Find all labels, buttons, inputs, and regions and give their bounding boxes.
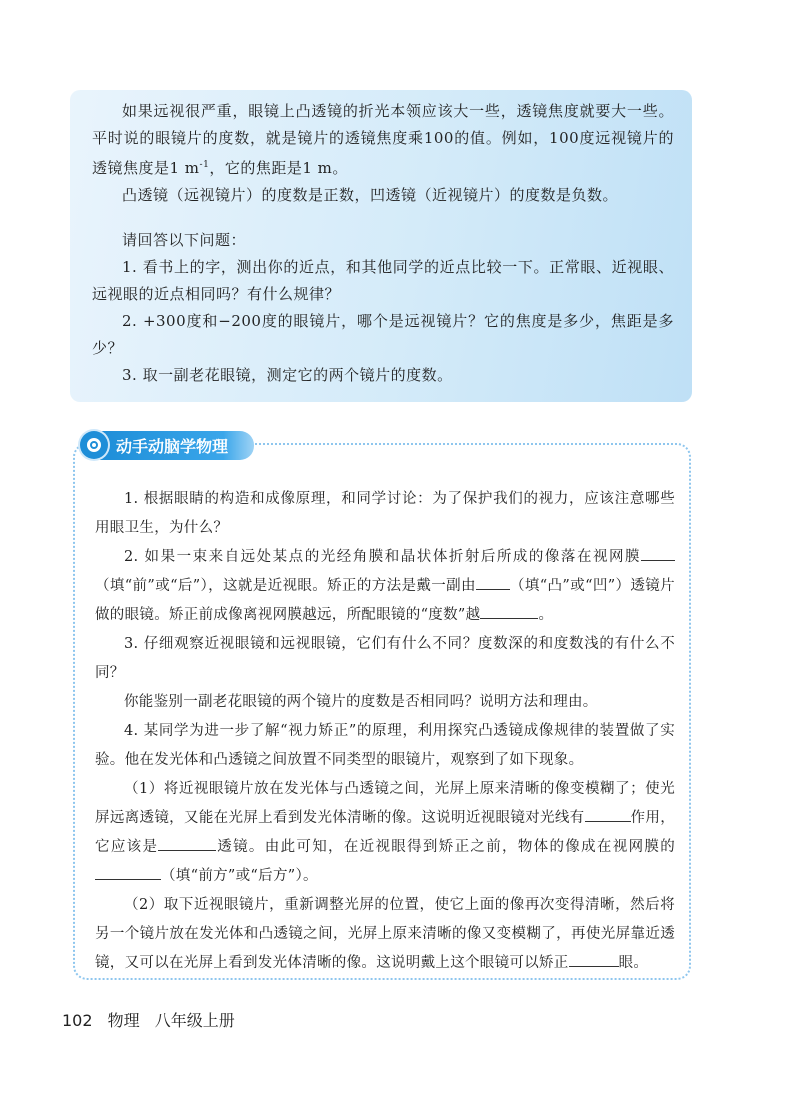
info-p1-text: 如果远视很严重，眼镜上凸透镜的折光本领应该大一些，透镜焦度就要大一些。平时说的眼镜片的度数，就是镜片的透镜焦度乘100的值。例如，100度远视镜片的透镜焦度是1 m <box>92 102 674 177</box>
info-box <box>70 90 692 402</box>
question-2: 2. +300度和−200度的眼镜片，哪个是远视镜片？它的焦度是多少，焦距是多少？ <box>92 312 674 357</box>
exercise-3: 3. 仔细观察近视眼镜和远视眼镜，它们有什么不同？度数深的和度数浅的有什么不同？ <box>95 636 675 681</box>
answer-blank[interactable] <box>641 546 675 561</box>
target-circle-icon <box>80 431 108 459</box>
exercise-2-text-d: 。 <box>538 607 554 623</box>
exercise-2-text-a: 2. 如果一束来自远处某点的光经角膜和晶状体折射后所成的像落在视网膜 <box>124 549 641 565</box>
answer-blank[interactable] <box>585 807 631 822</box>
answer-blank[interactable] <box>476 575 510 590</box>
subject-label: 物理 <box>107 1011 140 1030</box>
exercise-2 <box>95 543 675 630</box>
exercise-1: 1. 根据眼睛的构造和成像原理，和同学讨论：为了保护我们的视力，应该注意哪些用眼卫生，为什么？ <box>95 491 675 536</box>
question-3: 3. 取一副老花眼镜，测定它的两个镜片的度数。 <box>122 366 453 384</box>
exercise-4-2-text-a: （2）取下近视眼镜片，重新调整光屏的位置，使它上面的像再次变得清晰，然后将另一个镜片放在发光体和凸透镜之间，光屏上原来清晰的像又变模糊了，再使光屏靠近透镜，又可以在光屏上看到发光体清晰的像。这说明戴上这个眼镜可以矫正 <box>95 897 675 971</box>
exercise-4-1-text-d: （填“前方”或“后方”）。 <box>161 868 318 884</box>
answer-blank[interactable] <box>569 952 619 967</box>
exercise-4-1-text-b: 作用，它应该是 <box>95 810 675 855</box>
info-paragraph-2: 凸透镜（远视镜片）的度数是正数，凹透镜（近视镜片）的度数是负数。 <box>122 186 619 204</box>
section-title: 动手动脑学物理 <box>100 431 254 460</box>
question-1: 1. 看书上的字，测出你的近点，和其他同学的近点比较一下。正常眼、近视眼、远视眼的近点相同吗？有什么规律？ <box>92 258 674 303</box>
info-p1-superscript: -1 <box>199 160 210 170</box>
exercise-3b: 你能鉴别一副老花眼镜的两个镜片的度数是否相同吗？说明方法和理由。 <box>124 694 598 710</box>
exercise-4-1-text-a: （1）将近视眼镜片放在发光体与凸透镜之间，光屏上原来清晰的像变模糊了；使光屏远离透镜，又能在光屏上看到发光体清晰的像。这说明近视眼镜对光线有 <box>95 781 675 826</box>
exercise-4-part-2 <box>95 891 675 978</box>
answer-blank[interactable] <box>480 604 538 619</box>
exercise-section <box>73 443 691 980</box>
grade-label: 八年级上册 <box>154 1011 235 1030</box>
exercise-2-text-c: （填“凸”或“凹”）透镜片做的眼镜。矫正前成像离视网膜越远，所配眼镜的“度数”越 <box>95 578 675 623</box>
exercise-4-2-text-b: 眼。 <box>618 955 649 971</box>
info-p1-suffix: ，它的焦距是1 m。 <box>209 159 348 177</box>
info-paragraph-1 <box>92 98 674 182</box>
answer-blank[interactable] <box>158 836 216 851</box>
question-prompt: 请回答以下问题： <box>122 231 247 249</box>
exercise-4-1-text-c: 透镜。由此可知，在近视眼得到矫正之前，物体的像成在视网膜的 <box>216 839 676 855</box>
exercise-2-text-b: （填“前”或“后”），这就是近视眼。矫正的方法是戴一副由 <box>95 578 476 594</box>
section-header <box>80 430 254 460</box>
page-footer <box>62 1008 245 1031</box>
exercise-4: 4. 某同学为进一步了解“视力矫正”的原理，利用探究凸透镜成像规律的装置做了实验。他在发光体和凸透镜之间放置不同类型的眼镜片，观察到了如下现象。 <box>95 723 675 768</box>
exercise-4-part-1 <box>95 775 675 891</box>
page-number: 102 <box>62 1011 93 1030</box>
answer-blank[interactable] <box>95 865 161 880</box>
